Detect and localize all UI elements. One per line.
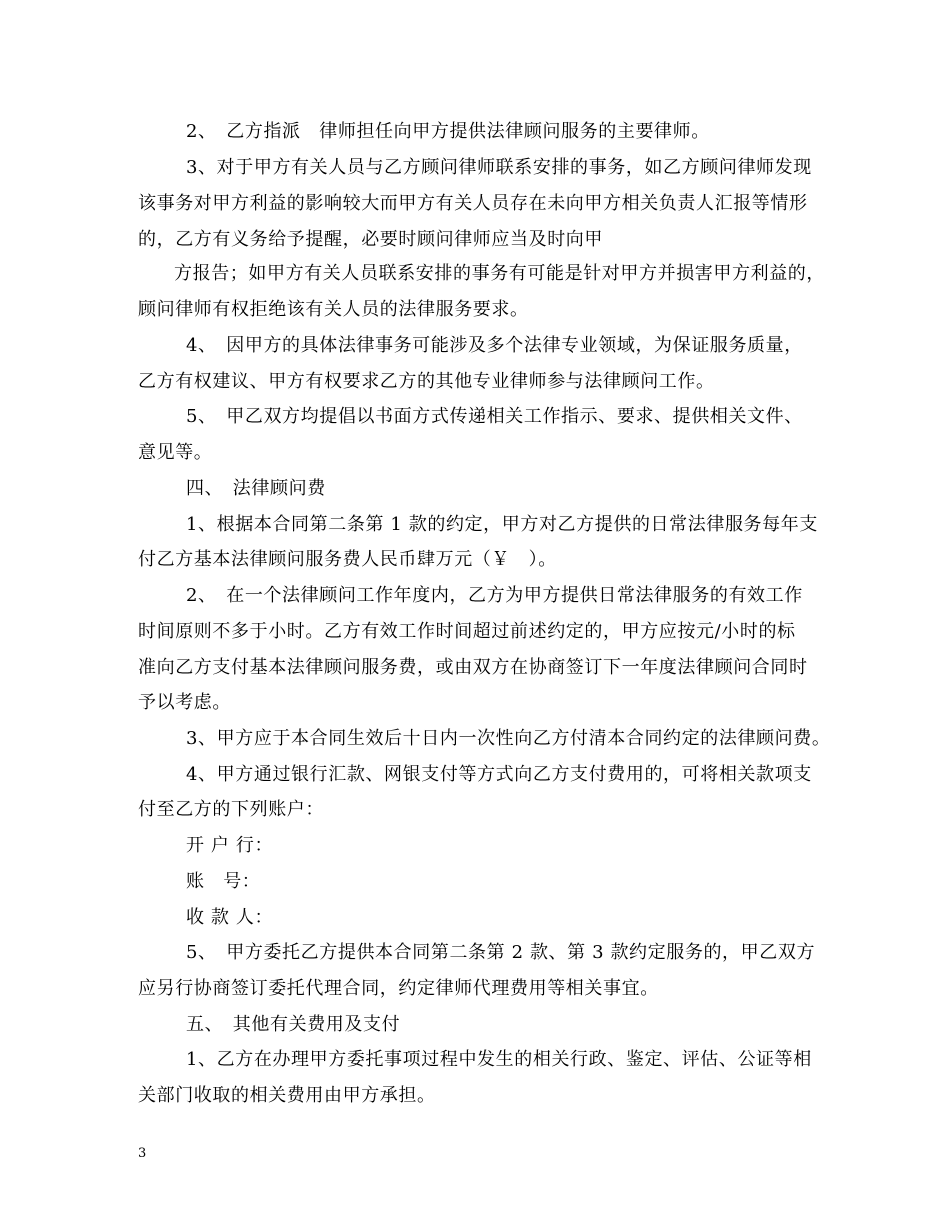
page-number: 3 [138,1146,147,1161]
clause-3-3-line-1: 3、对于甲方有关人员与乙方顾问律师联系安排的事务，如乙方顾问律师发现 [186,157,812,178]
clause-3-3-line-5: 顾问律师有权拒绝该有关人员的法律服务要求。 [138,299,529,320]
clause-4-4-line-2: 付至乙方的下列账户： [138,799,324,820]
clause-3-4-line-2: 乙方有权建议、甲方有权要求乙方的其他专业律师参与法律顾问工作。 [138,371,715,392]
clause-4-2-line-1: 2、 在一个法律顾问工作年度内，乙方为甲方提供日常法律服务的有效工作 [186,585,803,606]
clause-4-2-line-2: 时间原则不多于小时。乙方有效工作时间超过前述约定的，甲方应按元/小时的标 [138,621,796,642]
clause-4-4-line-1: 4、甲方通过银行汇款、网银支付等方式向乙方支付费用的，可将相关款项支 [186,764,812,785]
clause-5-1-line-2: 关部门收取的相关费用由甲方承担。 [138,1085,436,1106]
clause-4-5-line-1: 5、 甲方委托乙方提供本合同第二条第 2 款、第 3 款约定服务的，甲乙双方 [186,942,816,963]
clause-3-4-line-1: 4、 因甲方的具体法律事务可能涉及多个法律专业领域，为保证服务质量， [186,335,803,356]
clause-3-3-line-4: 方报告；如甲方有关人员联系安排的事务有可能是针对甲方并损害甲方利益的， [174,263,825,284]
clause-4-5-line-2: 应另行协商签订委托代理合同，约定律师代理费用等相关事宜。 [138,978,659,999]
clause-3-5-line-2: 意见等。 [138,442,213,463]
clause-4-1-line-2: 付乙方基本法律顾问服务费人民币肆万元（￥ ）。 [138,549,557,570]
clause-3-3-line-3: 的，乙方有义务给予提醒，必要时顾问律师应当及时向甲 [138,229,603,250]
account-number-label: 账 号： [186,871,261,892]
clause-4-1-line-1: 1、根据本合同第二条第 1 款的约定，甲方对乙方提供的日常法律服务每年支 [186,514,818,535]
clause-4-2-line-4: 予以考虑。 [138,692,231,713]
clause-4-3: 3、甲方应于本合同生效后十日内一次性向乙方付清本合同约定的法律顾问费。 [186,728,831,749]
clause-3-5-line-1: 5、 甲乙双方均提倡以书面方式传递相关工作指示、要求、提供相关文件、 [186,406,803,427]
account-payee-label: 收 款 人： [186,907,274,928]
section-heading-other-fees: 五、 其他有关费用及支付 [186,1014,401,1035]
account-bank-label: 开 户 行： [186,835,274,856]
clause-3-3-line-2: 该事务对甲方利益的影响较大而甲方有关人员存在未向甲方相关负责人汇报等情形 [138,193,808,214]
clause-4-2-line-3: 准向乙方支付基本法律顾问服务费，或由双方在协商签订下一年度法律顾问合同时 [138,657,808,678]
clause-3-2: 2、 乙方指派 律师担任向甲方提供法律顾问服务的主要律师。 [186,121,710,142]
clause-5-1-line-1: 1、乙方在办理甲方委托事项过程中发生的相关行政、鉴定、评估、公证等相 [186,1049,812,1070]
section-heading-fees: 四、 法律顾问费 [186,478,326,499]
